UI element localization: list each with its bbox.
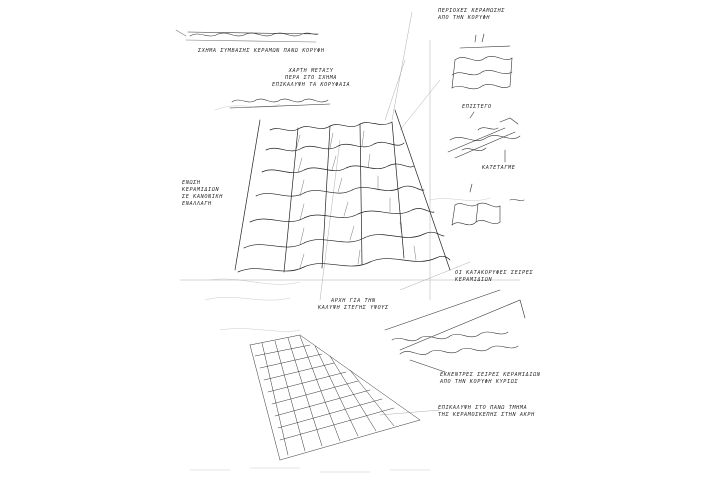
top-left-tile-strip — [176, 30, 318, 42]
lower-perspective-roof — [250, 335, 420, 460]
label-center-middle: ΑΡΧΗ ΓΙΑ ΤΗΝ ΚΑΛΥΨΗ ΣΤΕΓΗΣ ΥΨΟΥΣ — [318, 298, 389, 311]
main-roof-tiles — [235, 110, 450, 272]
label-left-middle: ΕΝΩΣΗ ΚΕΡΑΜΙΔΙΩΝ ΣΕ ΚΑΝΟΝΙΚΗ ΕΝΑΛΛΑΓΗ — [182, 180, 223, 207]
ridge-tiles — [230, 99, 330, 108]
label-right-middle: ΟΙ ΚΑΤΑΚΟΡΥΦΕΣ ΣΕΙΡΕΣ ΚΕΡΑΜΙΔΙΩΝ — [455, 270, 534, 283]
label-top-right: ΠΕΡΙΟΧΕΣ ΚΕΡΑΜΩΣΗΣ ΑΠΟ ΤΗΝ ΚΟΡΥΦΗ — [438, 8, 506, 21]
label-right-small-2: ΚΑΤΕΤΑΓΜΕ — [482, 165, 516, 171]
label-top-center: ΧΑΡΤΗ ΜΕΤΑΞΥ ΠΕΡΑ ΣΤΟ ΣΧΗΜΑ ΕΠΙΚΑΛΥΨΗ ΤΑ ΚΟΡΥΦΑΙΑ — [272, 68, 351, 88]
label-top-left: ΣΧΗΜΑ ΣΥΜΒΑΣΗΣ ΚΕΡΑΜΩΝ ΠΑΝΩ ΚΟΡΥΦΗ — [198, 48, 325, 54]
label-right-bottom: ΕΠΙΚΑΛΥΨΗ ΣΤΟ ΠΑΝΩ ΤΜΗΜΑ ΤΗΣ ΚΕΡΑΜΟΣΚΕΠΗΣ ΣΤΗΝ ΑΚΡΗ — [438, 405, 535, 418]
label-right-lower: ΕΚΚΕΝΤΡΕΣ ΣΕΙΡΕΣ ΚΕΡΑΜΙΔΙΩΝ ΑΠΟ ΤΗΝ ΚΟΡΥΦΗ ΚΥΡΙΩΣ — [440, 372, 541, 385]
right-tile-detail — [448, 112, 520, 162]
right-lower-tiles — [452, 184, 524, 225]
label-right-small: ΕΠΙΣΤΕΓΟ — [462, 104, 492, 110]
right-perspective-tiles — [385, 290, 525, 372]
top-right-ridge-sketch — [452, 34, 512, 89]
